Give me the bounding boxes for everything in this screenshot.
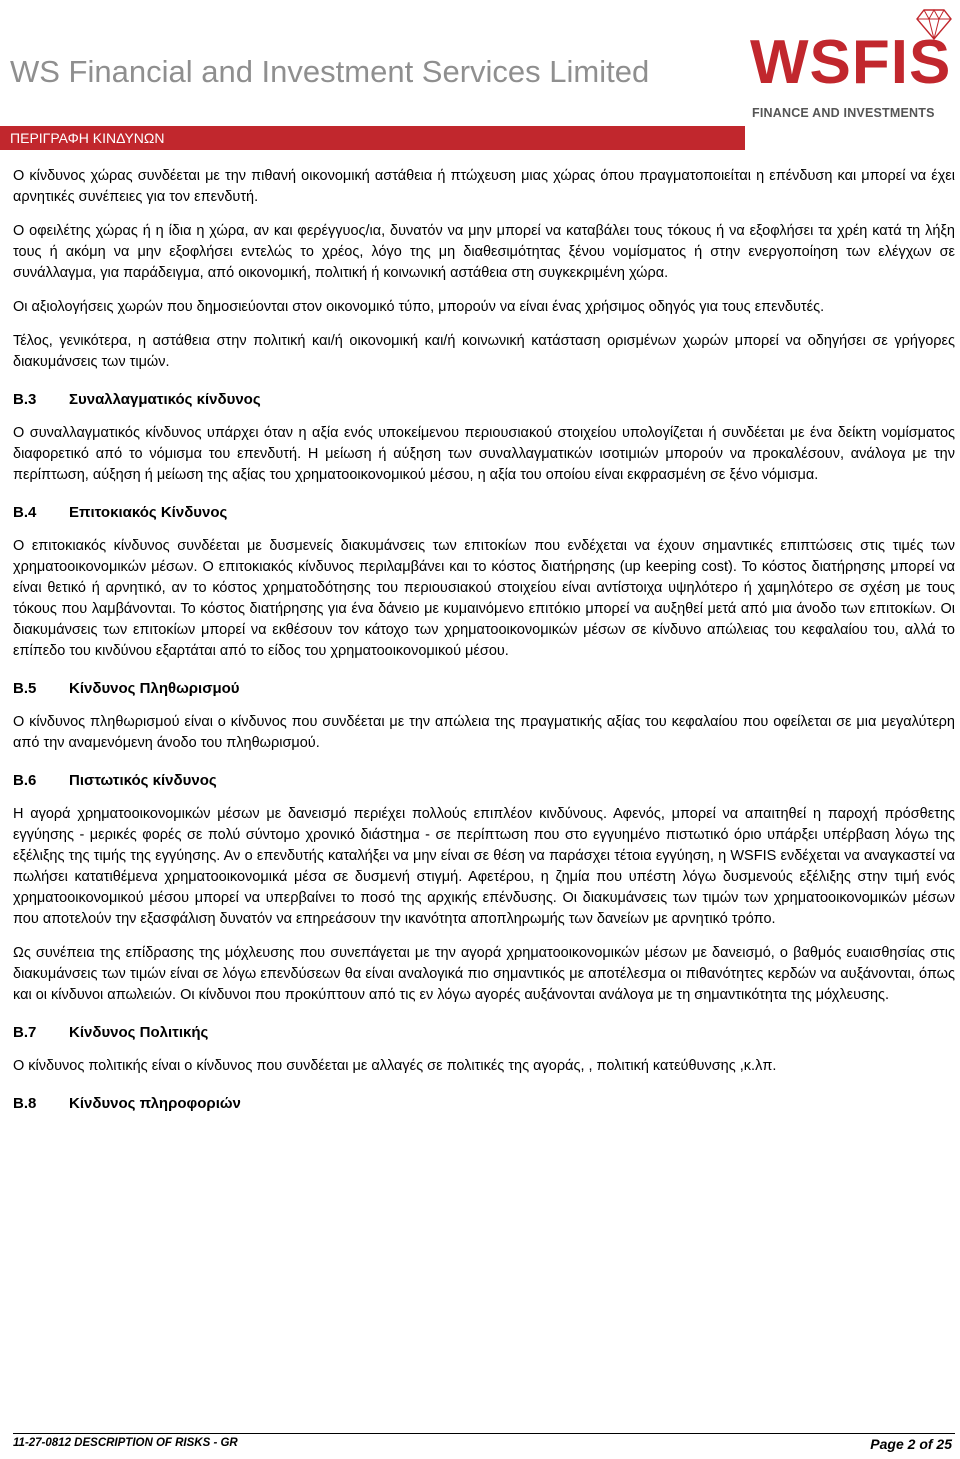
footer-doc-ref: 11-27-0812 DESCRIPTION OF RISKS - GR bbox=[13, 1437, 238, 1449]
company-name: WS Financial and Investment Services Limited bbox=[10, 54, 650, 89]
body-paragraph: Ο συναλλαγματικός κίνδυνος υπάρχει όταν η αξία ενός υποκείμενου περιουσιακού στοιχείου υπολογίζεται ή συνδέεται με ένα δείκτη νομίσματος διαφορετικό από το νόμισμα του επενδυτή. Η μείωση ή αύξηση των συναλλαγματικών ισοτιμιών μπορούν να προκαλέσουν, ανάλογα με την περίπτωση, αύξηση ή μείωση της αξίας του χρηματοοικονομικού μέσου, η αξία του οποίου είναι εκφρασμένη σε ξένο νόμισμα. bbox=[13, 425, 955, 483]
section-band-title: ΠΕΡΙΓΡΑΦΗ ΚΙΝΔΥΝΩΝ bbox=[0, 126, 745, 150]
body-paragraph: Ο κίνδυνος πληθωρισμού είναι ο κίνδυνος που συνδέεται με την απώλεια της πραγματικής αξίας του κεφαλαίου που οφείλεται σε μια μεγαλύτερη από την αναμενόμενη άνοδο του πληθωρισμού. bbox=[13, 714, 955, 751]
section-title: Κίνδυνος Πληθωρισμού bbox=[69, 680, 240, 697]
document-body bbox=[13, 166, 955, 1127]
section-number: B.4 bbox=[13, 504, 37, 521]
body-paragraph: Οι αξιολογήσεις χωρών που δημοσιεύονται στον οικονομικό τύπο, μπορούν να είναι ένας χρήσιμος οδηγός για τους επενδυτές. bbox=[13, 299, 825, 315]
section-heading bbox=[13, 770, 955, 791]
section-title: Επιτοκιακός Κίνδυνος bbox=[69, 504, 228, 521]
section-heading bbox=[13, 1022, 955, 1043]
section-heading bbox=[13, 389, 955, 410]
wsfis-logo bbox=[748, 8, 958, 123]
section-title: Συναλλαγματικός κίνδυνος bbox=[69, 391, 261, 408]
section-number: B.3 bbox=[13, 391, 37, 408]
section-title: Κίνδυνος πληροφοριών bbox=[69, 1095, 241, 1112]
logo-subtitle: FINANCE AND INVESTMENTS bbox=[752, 106, 935, 120]
body-paragraph: Τέλος, γενικότερα, η αστάθεια στην πολιτική και/ή οικονομική και/ή κοινωνική κατάσταση ορισμένων χωρών μπορεί να οδηγήσει σε γρήγορες διακυμάνσεις των τιμών. bbox=[13, 333, 955, 370]
section-title: Πιστωτικός κίνδυνος bbox=[69, 772, 217, 789]
logo-text: WSFIS bbox=[750, 28, 952, 97]
section-number: B.8 bbox=[13, 1095, 37, 1112]
body-paragraph: Ο κίνδυνος χώρας συνδέεται με την πιθανή οικονομική αστάθεια ή πτώχευση μιας χώρας όπου πραγματοποιείται η επένδυση και μπορεί να έχει αρνητικές συνέπειες για τον επενδυτή. bbox=[13, 168, 955, 205]
section-number: B.5 bbox=[13, 680, 37, 697]
body-paragraph: Ο οφειλέτης χώρας ή η ίδια η χώρα, αν και φερέγγυος/ια, δυνατόν να μην μπορεί να καταβάλει τους τόκους ή να εξοφλήσει τα χρέη κατά τη λήξη τους ή ακόμη να μην εξοφλήσει εντελώς το χρέος, λόγο της μη διαθεσιμότητας ξένου νομίσματος ή στην ενεργοποίηση των ελέγχων σε συνάλλαγμα, για παράδειγμα, από οικονομική, πολιτική ή κοινωνική αστάθεια στη συγκεκριμένη χώρα. bbox=[13, 223, 955, 281]
section-heading bbox=[13, 678, 955, 699]
body-paragraph: Ο κίνδυνος πολιτικής είναι ο κίνδυνος που συνδέεται με αλλαγές σε πολιτικές της αγοράς, , πολιτική κατεύθυνσης ,κ.λπ. bbox=[13, 1058, 777, 1074]
body-paragraph: Ο επιτοκιακός κίνδυνος συνδέεται με δυσμενείς διακυμάνσεις των επιτοκίων που ενδέχεται να έχουν σημαντικές επιπτώσεις στις τιμές των χρηματοοικονομικών μέσων. Ο επιτοκιακός κίνδυνος περιλαμβάνει και το κόστος διατήρησης (up keeping cost). Το κόστος διατήρησης μπορεί να είναι θετικό ή αρνητικό, αν το κόστος χρηματοδότησης του περιουσιακού στοιχείου είναι αντίστοιχα υψηλότερο ή χαμηλότερο σε σχέση με τους τόκους που λαμβάνονται. Το κόστος διατήρησης για ένα δάνειο με κυμαινόμενο επιτόκιο μπορεί να αυξηθεί μετά από μια άνοδο των επιτοκίων. Οι διακυμάνσεις των επιτοκίων μπορεί να εκθέσουν τον κάτοχο των χρηματοοικονομικών μέσων σε κίνδυνο απώλειας του κεφαλαίου του, αλλά το επίπεδο του κινδύνου εξαρτάται από το είδος του χρηματοοικονομικού μέσου. bbox=[13, 538, 955, 659]
body-paragraph: Ως συνέπεια της επίδρασης της μόχλευσης που συνεπάγεται με την αγορά χρηματοοικονομικών μέσων με δανεισμό, ο βαθμός ευαισθησίας στις διακυμάνσεις των τιμών είναι σε λόγω επενδύσεων θα είναι αναλογικά πιο σημαντικός με αποτέλεσμα οι πιθανότητες κερδών να αυξάνονται, όπως και οι κίνδυνοι απωλειών. Οι κίνδυνοι που προκύπτουν από τις εν λόγω αγορές αυξάνονται ανάλογα με τη σημαντικότητα της μόχλευσης. bbox=[13, 945, 955, 1003]
section-heading bbox=[13, 1093, 955, 1114]
body-paragraph: Η αγορά χρηματοοικονομικών μέσων με δανεισμό περιέχει πολλούς επιπλέον κινδύνους. Αφενός, μπορεί να απαιτηθεί η παροχή πρόσθετης εγγύησης - μερικές φορές σε πολύ σύντομο χρονικό διάστημα - σε περίπτωση που στο εγγυημένο πιστωτικό όριο υπάρξει υπέρβαση λόγω της εξέλιξης της τιμής της εγγύησης. Αν ο επενδυτής καταλήξει να μην είναι σε θέση να παράσχει τέτοια εγγύηση, η WSFIS ενδέχεται να αναγκαστεί να πωλήσει κατατιθέμενα χρηματοοικονομικά μέσα σε δυσμενή στιγμή. Αφετέρου, η ζημία που υπέστη λόγω δυσμενούς εξέλιξης στην τιμή ενός χρηματοοικονομικού μέσου μπορεί να υπερβαίνει το ποσό της αρχικής επένδυσης. Οι διακυμάνσεις των τιμών των χρηματοοικονομικών μέσων που αποτελούν την εξασφάλιση δυνατόν να επηρεάσουν την ικανότητα αποπληρωμής των δανείων με αρνητικό τρόπο. bbox=[13, 806, 955, 927]
section-number: B.6 bbox=[13, 772, 37, 789]
section-number: B.7 bbox=[13, 1024, 37, 1041]
section-title: Κίνδυνος Πολιτικής bbox=[69, 1024, 209, 1041]
section-heading bbox=[13, 502, 955, 523]
page-header bbox=[0, 0, 960, 125]
footer-page-number: Page 2 of 25 bbox=[870, 1436, 952, 1452]
footer-divider bbox=[13, 1433, 955, 1434]
